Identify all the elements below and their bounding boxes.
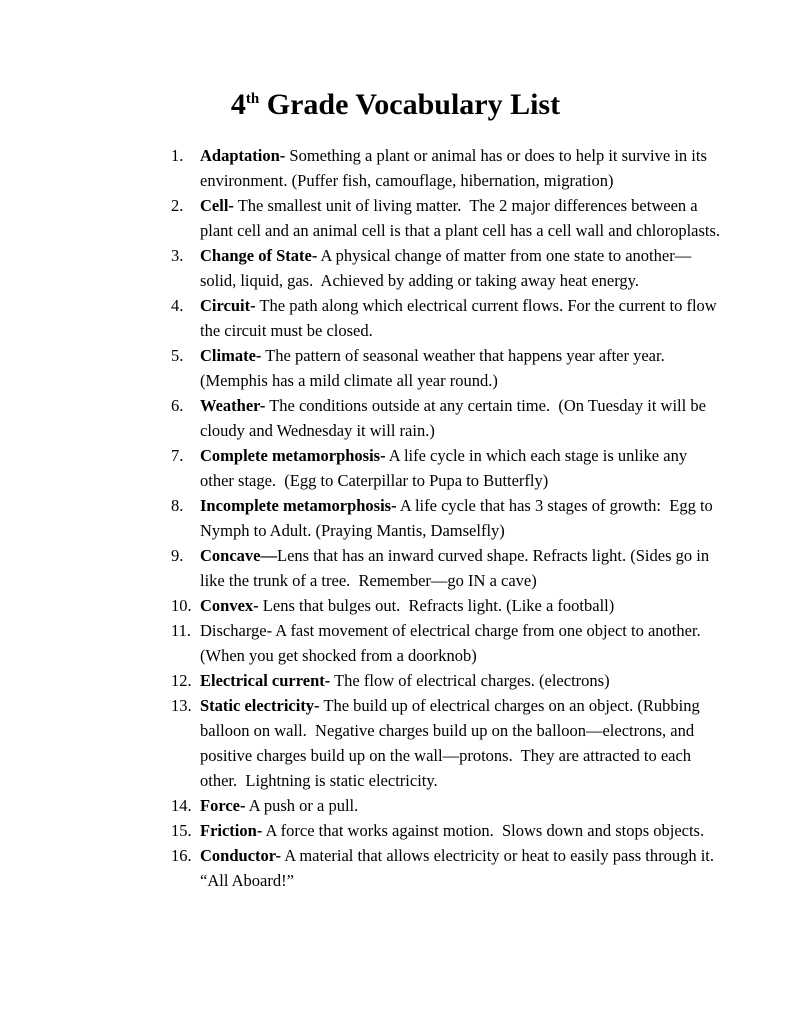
vocab-definition: A material that allows electricity or heat to easily pass through it. “All Aboard!” bbox=[200, 846, 723, 890]
vocab-definition: A life cycle in which each stage is unlike any other stage. (Egg to Caterpillar to Pupa to Butterfly) bbox=[200, 446, 692, 490]
item-number: 13. bbox=[171, 696, 192, 715]
list-item bbox=[171, 618, 725, 668]
list-item bbox=[171, 393, 725, 443]
list-item bbox=[171, 593, 725, 618]
item-number: 1. bbox=[171, 146, 184, 165]
item-number: 12. bbox=[171, 671, 192, 690]
vocab-list bbox=[0, 143, 791, 893]
vocab-term: Static electricity- bbox=[200, 696, 320, 715]
list-item bbox=[171, 443, 725, 493]
vocab-term: Force- bbox=[200, 796, 246, 815]
vocab-definition: Something a plant or animal has or does to help it survive in its environment. (Puffer fish, camouflage, hibernation, migration) bbox=[200, 146, 711, 190]
vocab-term: Adaptation- bbox=[200, 146, 286, 165]
list-item bbox=[171, 343, 725, 393]
vocab-definition: The smallest unit of living matter. The 2 major differences between a plant cell and an animal cell is that a plant cell has a cell wall and chloroplasts. bbox=[200, 196, 721, 240]
vocab-definition: A physical change of matter from one state to another—solid, liquid, gas. Achieved by adding or taking away heat energy. bbox=[200, 246, 692, 290]
item-number: 16. bbox=[171, 846, 192, 865]
list-item bbox=[171, 493, 725, 543]
title-superscript: th bbox=[245, 91, 260, 107]
vocab-definition: The build up of electrical charges on an object. (Rubbing balloon on wall. Negative charges build up on the balloon—electrons, and positive charges build up on the wall—protons. They are attracted to each other. Lightning is static electricity. bbox=[200, 696, 704, 790]
vocab-definition: The pattern of seasonal weather that happens year after year. (Memphis has a mild climate all year round.) bbox=[200, 346, 669, 390]
vocab-term: Circuit- bbox=[200, 296, 256, 315]
vocab-term: Change of State- bbox=[200, 246, 318, 265]
item-number: 14. bbox=[171, 796, 192, 815]
item-number: 7. bbox=[171, 446, 184, 465]
list-item bbox=[171, 693, 725, 793]
vocab-term: Concave— bbox=[200, 546, 277, 565]
vocab-term: Weather- bbox=[200, 396, 266, 415]
list-item bbox=[171, 143, 725, 193]
item-number: 9. bbox=[171, 546, 184, 565]
item-number: 8. bbox=[171, 496, 184, 515]
vocab-term: Conductor- bbox=[200, 846, 281, 865]
list-item bbox=[171, 668, 725, 693]
vocab-definition: A force that works against motion. Slows down and stops objects. bbox=[262, 821, 705, 840]
title-text: Grade Vocabulary List bbox=[259, 88, 561, 121]
item-number: 5. bbox=[171, 346, 184, 365]
vocab-term: Incomplete metamorphosis- bbox=[200, 496, 397, 515]
item-number: 2. bbox=[171, 196, 184, 215]
vocab-definition: A push or a pull. bbox=[245, 796, 359, 815]
vocab-term: Climate- bbox=[200, 346, 262, 365]
vocab-definition: The flow of electrical charges. (electrons) bbox=[330, 671, 610, 690]
vocab-definition: Lens that bulges out. Refracts light. (Like a football) bbox=[258, 596, 615, 615]
vocab-term: Electrical current- bbox=[200, 671, 331, 690]
vocab-definition: The conditions outside at any certain time. (On Tuesday it will be cloudy and Wednesday it will rain.) bbox=[200, 396, 711, 440]
vocab-term: Discharge- bbox=[200, 621, 273, 640]
title-number: 4 bbox=[230, 88, 246, 121]
vocab-definition: Lens that has an inward curved shape. Refracts light. (Sides go in like the trunk of a tree. Remember—go IN a cave) bbox=[200, 546, 714, 590]
vocab-definition: The path along which electrical current flows. For the current to flow the circuit must be closed. bbox=[200, 296, 721, 340]
item-number: 3. bbox=[171, 246, 184, 265]
vocab-definition: A life cycle that has 3 stages of growth: Egg to Nymph to Adult. (Praying Mantis, Damselfly) bbox=[200, 496, 717, 540]
item-number: 15. bbox=[171, 821, 192, 840]
vocab-term: Cell- bbox=[200, 196, 234, 215]
list-item bbox=[171, 843, 725, 893]
vocab-term: Complete metamorphosis- bbox=[200, 446, 386, 465]
page-title bbox=[0, 0, 791, 121]
vocab-term: Convex- bbox=[200, 596, 259, 615]
list-item bbox=[171, 818, 725, 843]
list-item bbox=[171, 243, 725, 293]
vocab-term: Friction- bbox=[200, 821, 263, 840]
list-item bbox=[171, 543, 725, 593]
item-number: 11. bbox=[171, 621, 192, 640]
item-number: 10. bbox=[171, 596, 192, 615]
list-item bbox=[171, 793, 725, 818]
list-item bbox=[171, 193, 725, 243]
vocab-definition: A fast movement of electrical charge from one object to another. (When you get shocked from a doorknob) bbox=[200, 621, 705, 665]
item-number: 4. bbox=[171, 296, 184, 315]
item-number: 6. bbox=[171, 396, 184, 415]
list-item bbox=[171, 293, 725, 343]
